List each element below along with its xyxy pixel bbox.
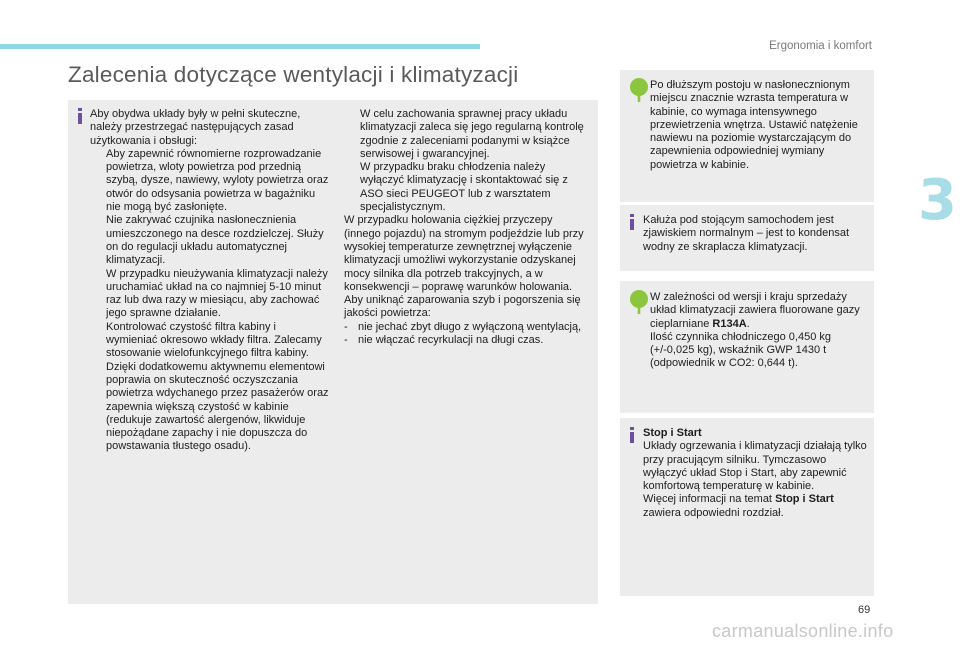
list-item: W przypadku braku chłodzenia należy wyłączyć klimatyzację i skontaktować się z ASO sieci PEUGEOT lub z warsztatem specjalistycznym. <box>360 161 568 214</box>
puddle-note-text: Kałuża pod stojącym samochodem jest zjawiskiem normalnym – jest to kondensat wodny ze skraplacza klimatyzacji. <box>643 214 850 253</box>
info-icon <box>78 108 82 124</box>
list-item: W celu zachowania sprawnej pracy układu klimatyzacji zaleca się jego regularną kontrolę zgodnie z zaleceniami podanymi w książce serwisowej i gwarancyjnej. <box>360 108 584 160</box>
refrigerant-intro: W zależności od wersji i kraju sprzedaży układ klimatyzacji zawiera fluorowane gazy cieplarniane <box>650 291 860 330</box>
refrigerant-text: W zależności od wersji i kraju sprzedaży układ klimatyzacji zawiera fluorowane gazy cieplarniane R134A. Ilość czynnika chłodniczego 0,450 kg (+/-0,025 kg), wskaźnik GWP 1430 t (odpowiednik w CO2: 0,644 t). <box>650 291 872 371</box>
intro-text: Aby obydwa układy były w pełni skuteczne, należy przestrzegać następujących zasad użytkowania i obsługi: <box>90 108 301 147</box>
watermark: carmanualsonline.info <box>712 621 894 641</box>
header-accent-bar <box>0 44 480 49</box>
list-item: Kontrolować czystość filtra kabiny i wymieniać okresowo wkłady filtra. Zalecamy stosowanie wielofunkcyjnego filtra kabiny. Dzięki dodatkowemu aktywnemu elementowi poprawia on skuteczność oczyszczania powietrza wdychanego przez pasażerów oraz zapewnia większą czystość w kabinie (redukuje zawartość alergenów, likwiduje niepożądane zapachy i nie dopuszcza do powstawania tłustego osadu). <box>106 320 329 453</box>
info-icon <box>630 427 634 443</box>
fog-intro-text: Aby uniknąć zaparowania szyb i pogorszenia się jakości powietrza: <box>344 294 581 320</box>
eco-leaf-icon <box>628 78 650 102</box>
page-title: Zalecenia dotyczące wentylacji i klimatyzacji <box>68 62 519 87</box>
parking-tip-text: Po dłuższym postoju w nasłonecznionym miejscu znacznie wzrasta temperatura w kabinie, co wymaga intensywnego przewietrzenia wnętrza. Ustawić natężenie nawiewu na poziomie wystarczającym do zapewnienia odpowiedniej wymiany powietrza w kabinie. <box>650 79 858 171</box>
dash-mark: - <box>344 334 348 347</box>
refrigerant-code: R134A <box>712 317 747 330</box>
stop-start-text: Stop i Start Układy ogrzewania i klimatyzacji działają tylko przy pracującym silniku. Tymczasowo wyłączyć układ Stop i Start, aby zapewnić komfortową temperaturę w kabinie. Więcej informacji na temat Stop i Start zawiera odpowiedni rozdział. <box>643 427 871 520</box>
list-item: - nie włączać recyrkulacji na długi czas. <box>344 334 544 347</box>
eco-leaf-icon <box>628 290 650 314</box>
towing-text: W przypadku holowania ciężkiej przyczepy (innego pojazdu) na stromym podjeździe lub przy wysokiej temperaturze zewnętrznej wyłączenie klimatyzacji umożliwi wykorzystanie odzyskanej mocy silnika dla potrzeb trakcyjnych, a w konsekwencji – poprawę warunków holowania. <box>344 214 584 293</box>
main-column-right <box>344 108 590 347</box>
dash-mark: - <box>344 320 348 333</box>
refrigerant-amount: Ilość czynnika chłodniczego 0,450 kg (+/-0,025 kg), wskaźnik GWP 1430 t (odpowiednik w CO2: 0,644 t). <box>650 330 831 370</box>
section-header: Ergonomia i komfort <box>769 40 872 52</box>
stop-start-title: Stop i Start <box>643 427 702 439</box>
list-item: Nie zakrywać czujnika nasłonecznienia umieszczonego na desce rozdzielczej. Służy on do regulacji układu automatycznej klimatyzacji. <box>106 214 324 267</box>
list-item: Aby zapewnić równomierne rozprowadzanie powietrza, wloty powietrza pod przednią szybą, dysze, nawiewy, wyloty powietrza oraz otwór do odsysania powietrza w bagażniku nie mogą być zasłonięte. <box>106 147 329 214</box>
list-item: W przypadku nieużywania klimatyzacji należy uruchamiać układ na co najmniej 5-10 minut raz lub dwa razy w miesiącu, aby zachować jego sprawne działanie. <box>106 267 328 320</box>
list-item: - nie jechać zbyt długo z wyłączoną wentylacją, <box>344 320 582 333</box>
info-icon <box>630 214 634 230</box>
stop-start-ref: Stop i Start <box>775 493 834 506</box>
stop-start-body: Układy ogrzewania i klimatyzacji działają tylko przy pracującym silniku. Tymczasowo wyłączyć układ Stop i Start, aby zapewnić komfortową temperaturę w kabinie. <box>643 440 867 493</box>
main-column-left <box>90 108 330 454</box>
chapter-number: 3 <box>918 168 957 233</box>
page-number: 69 <box>858 604 871 616</box>
